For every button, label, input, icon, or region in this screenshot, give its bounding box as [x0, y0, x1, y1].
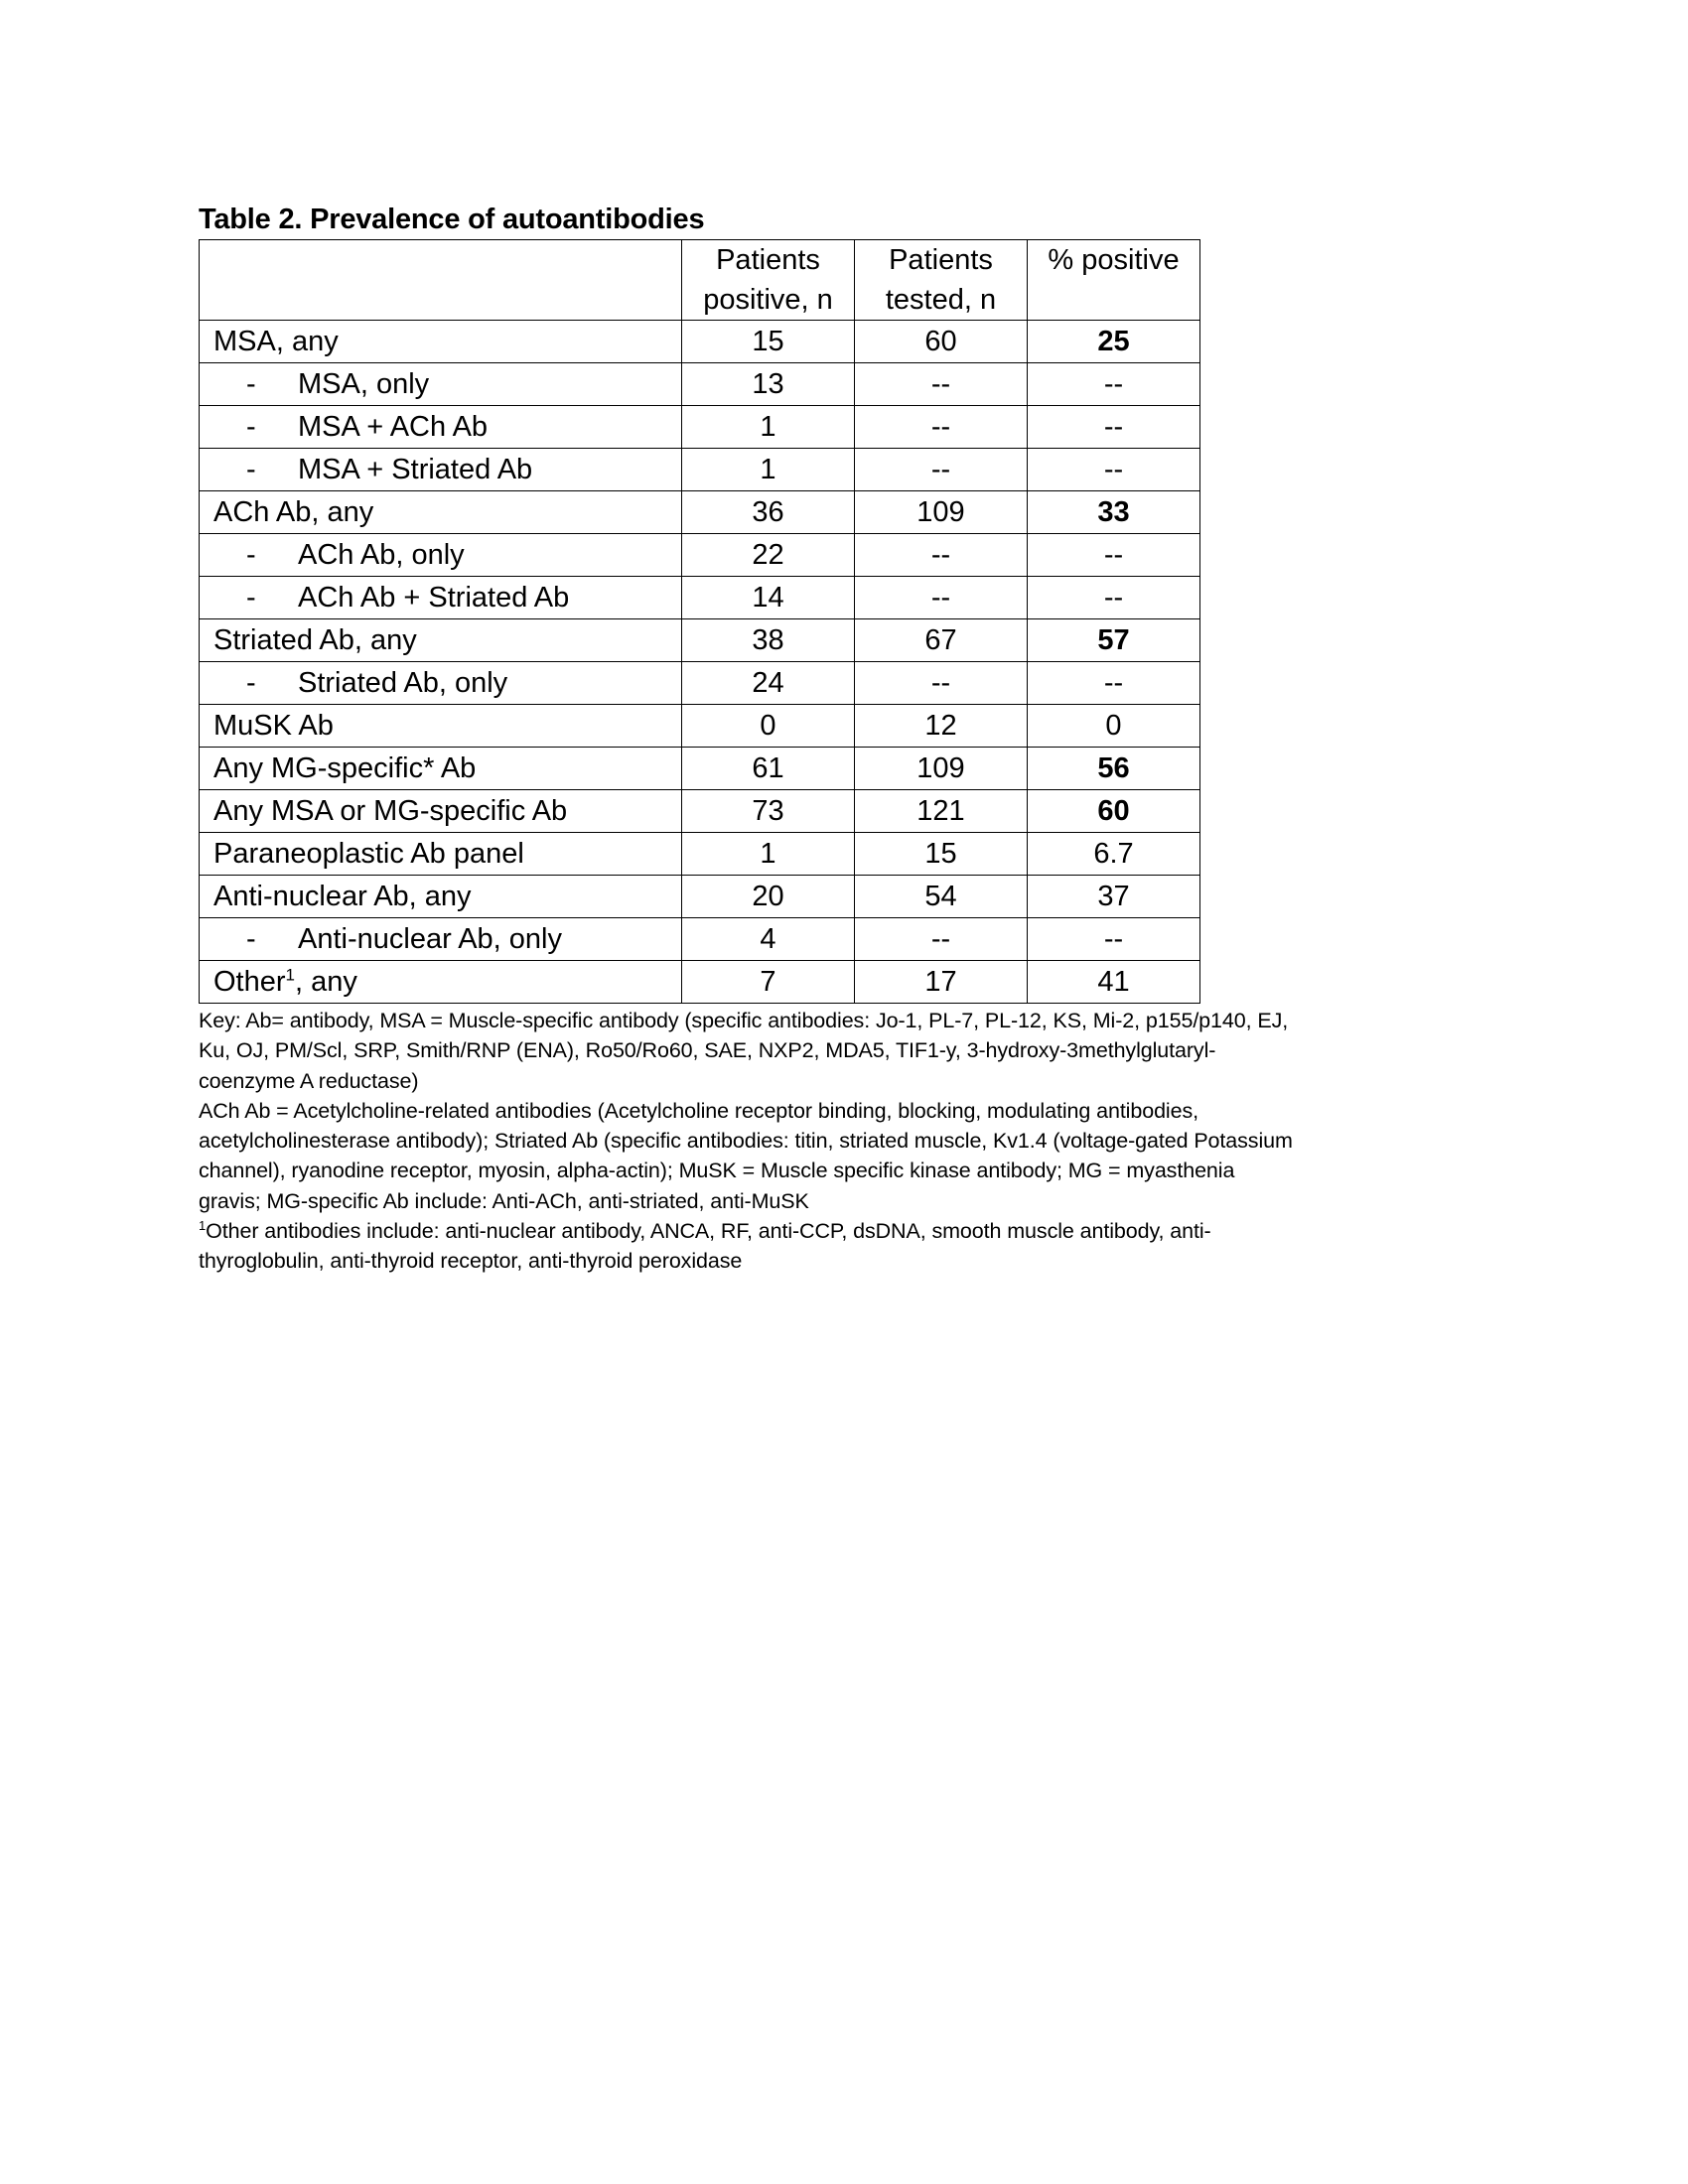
row-label: [200, 705, 682, 748]
row-label: [200, 534, 682, 577]
table-row: [200, 449, 1200, 491]
cell-tested: --: [855, 449, 1028, 491]
row-label-text: Any MSA or MG-specific Ab: [213, 795, 568, 827]
header-percent: % positive: [1028, 240, 1200, 321]
sub-item-dash: -: [246, 411, 256, 443]
cell-positive: 22: [682, 534, 855, 577]
cell-tested: --: [855, 534, 1028, 577]
footnote-key: Key: Ab= antibody, MSA = Muscle-specific antibody (specific antibodies: Jo-1, PL-7, PL-12, KS, Mi-2, p155/p140, EJ, Ku, OJ, PM/Scl, SRP, Smith/RNP (ENA), Ro50/Ro60, SAE, NXP2, MDA5, TIF1-y, 3-hydroxy-3methylglutaryl-coenzyme A reductase): [199, 1009, 1289, 1093]
cell-percent: --: [1028, 406, 1200, 449]
table-row: [200, 321, 1200, 363]
cell-percent: 41: [1028, 961, 1200, 1004]
sub-item-dash: -: [246, 454, 256, 485]
cell-tested: 109: [855, 491, 1028, 534]
sub-item-dash: -: [246, 923, 256, 955]
cell-percent: --: [1028, 577, 1200, 619]
cell-positive: 14: [682, 577, 855, 619]
cell-percent: 25: [1028, 321, 1200, 363]
table-row: [200, 876, 1200, 918]
cell-tested: --: [855, 918, 1028, 961]
table-title: Table 2. Prevalence of autoantibodies: [199, 204, 705, 235]
table-row: [200, 748, 1200, 790]
cell-tested: 109: [855, 748, 1028, 790]
row-label: [200, 449, 682, 491]
cell-percent: 6.7: [1028, 833, 1200, 876]
cell-positive: 1: [682, 833, 855, 876]
cell-positive: 13: [682, 363, 855, 406]
cell-percent: 33: [1028, 491, 1200, 534]
row-label: [200, 833, 682, 876]
cell-percent: --: [1028, 662, 1200, 705]
sub-item-dash: -: [246, 368, 256, 400]
cell-positive: 1: [682, 449, 855, 491]
cell-positive: 7: [682, 961, 855, 1004]
row-label-text: MSA, only: [298, 368, 430, 400]
table-row: [200, 790, 1200, 833]
header-label: [200, 240, 682, 321]
cell-tested: --: [855, 577, 1028, 619]
row-label-text: MSA + Striated Ab: [298, 454, 533, 485]
row-label-text: Paraneoplastic Ab panel: [213, 838, 524, 870]
table-row: [200, 833, 1200, 876]
cell-positive: 4: [682, 918, 855, 961]
header-positive: Patients positive, n: [682, 240, 855, 321]
footnote-other-text: Other antibodies include: anti-nuclear antibody, ANCA, RF, anti-CCP, dsDNA, smooth muscle antibody, anti-thyroglobulin, anti-thyroid receptor, anti-thyroid peroxidase: [199, 1219, 1211, 1274]
row-label: [200, 918, 682, 961]
table-row: [200, 619, 1200, 662]
sub-item-dash: -: [246, 539, 256, 571]
footnote-other: [199, 1216, 1301, 1277]
footnote-ach: ACh Ab = Acetylcholine-related antibodies (Acetylcholine receptor binding, blocking, modulating antibodies, acetylcholinesterase antibody); Striated Ab (specific antibodies: titin, striated muscle, Kv1.4 (voltage-gated Potassium channel), ryanodine receptor, myosin, alpha-actin); MuSK = Muscle specific kinase antibody; MG = myasthenia gravis; MG-specific Ab include: Anti-ACh, anti-striated, anti-MuSK: [199, 1098, 1293, 1213]
row-label: [200, 491, 682, 534]
cell-percent: 60: [1028, 790, 1200, 833]
table-row: [200, 406, 1200, 449]
table-footnotes: [199, 1006, 1301, 1277]
row-label: [200, 577, 682, 619]
cell-percent: 56: [1028, 748, 1200, 790]
cell-percent: 57: [1028, 619, 1200, 662]
row-label-text: ACh Ab, any: [213, 496, 374, 528]
cell-tested: --: [855, 363, 1028, 406]
row-label-text: Anti-nuclear Ab, only: [298, 923, 562, 955]
cell-positive: 0: [682, 705, 855, 748]
footnote-other-marker: 1: [199, 1217, 207, 1233]
row-label: [200, 406, 682, 449]
cell-percent: 37: [1028, 876, 1200, 918]
cell-positive: 20: [682, 876, 855, 918]
row-label-text: Any MG-specific* Ab: [213, 752, 477, 784]
row-label: [200, 961, 682, 1004]
row-label: [200, 876, 682, 918]
row-label-text: ACh Ab, only: [298, 539, 465, 571]
row-label-text: MSA, any: [213, 326, 339, 357]
row-label: [200, 321, 682, 363]
row-label: [200, 748, 682, 790]
cell-tested: 15: [855, 833, 1028, 876]
row-label-text: MuSK Ab: [213, 710, 334, 742]
header-tested: Patients tested, n: [855, 240, 1028, 321]
table-row: [200, 961, 1200, 1004]
cell-positive: 24: [682, 662, 855, 705]
row-label-text: MSA + ACh Ab: [298, 411, 489, 443]
cell-percent: --: [1028, 918, 1200, 961]
cell-tested: --: [855, 662, 1028, 705]
cell-tested: 60: [855, 321, 1028, 363]
row-label: [200, 619, 682, 662]
document-page: [199, 200, 1301, 1277]
table-header-row: [200, 240, 1200, 321]
cell-tested: 121: [855, 790, 1028, 833]
cell-percent: --: [1028, 363, 1200, 406]
cell-percent: --: [1028, 449, 1200, 491]
row-label: [200, 662, 682, 705]
table-row: [200, 534, 1200, 577]
table-row: [200, 491, 1200, 534]
table-row: [200, 918, 1200, 961]
cell-positive: 73: [682, 790, 855, 833]
cell-percent: --: [1028, 534, 1200, 577]
row-label-text: Anti-nuclear Ab, any: [213, 881, 472, 912]
table-row: [200, 705, 1200, 748]
autoantibody-table: [199, 239, 1200, 1004]
cell-percent: 0: [1028, 705, 1200, 748]
cell-tested: 67: [855, 619, 1028, 662]
sub-item-dash: -: [246, 582, 256, 614]
table-row: [200, 363, 1200, 406]
row-label: [200, 790, 682, 833]
row-label-superscript: 1: [285, 965, 295, 985]
cell-positive: 36: [682, 491, 855, 534]
table-body: [200, 321, 1200, 1004]
row-label-text: Striated Ab, any: [213, 624, 417, 656]
cell-positive: 38: [682, 619, 855, 662]
row-label-text: Other: [213, 966, 286, 998]
row-label: [200, 363, 682, 406]
row-label-suffix: , any: [295, 966, 357, 998]
cell-positive: 61: [682, 748, 855, 790]
row-label-text: Striated Ab, only: [298, 667, 508, 699]
cell-tested: 12: [855, 705, 1028, 748]
cell-tested: 17: [855, 961, 1028, 1004]
table-row: [200, 577, 1200, 619]
cell-tested: --: [855, 406, 1028, 449]
row-label-text: ACh Ab + Striated Ab: [298, 582, 570, 614]
cell-positive: 15: [682, 321, 855, 363]
sub-item-dash: -: [246, 667, 256, 699]
table-row: [200, 662, 1200, 705]
cell-positive: 1: [682, 406, 855, 449]
cell-tested: 54: [855, 876, 1028, 918]
